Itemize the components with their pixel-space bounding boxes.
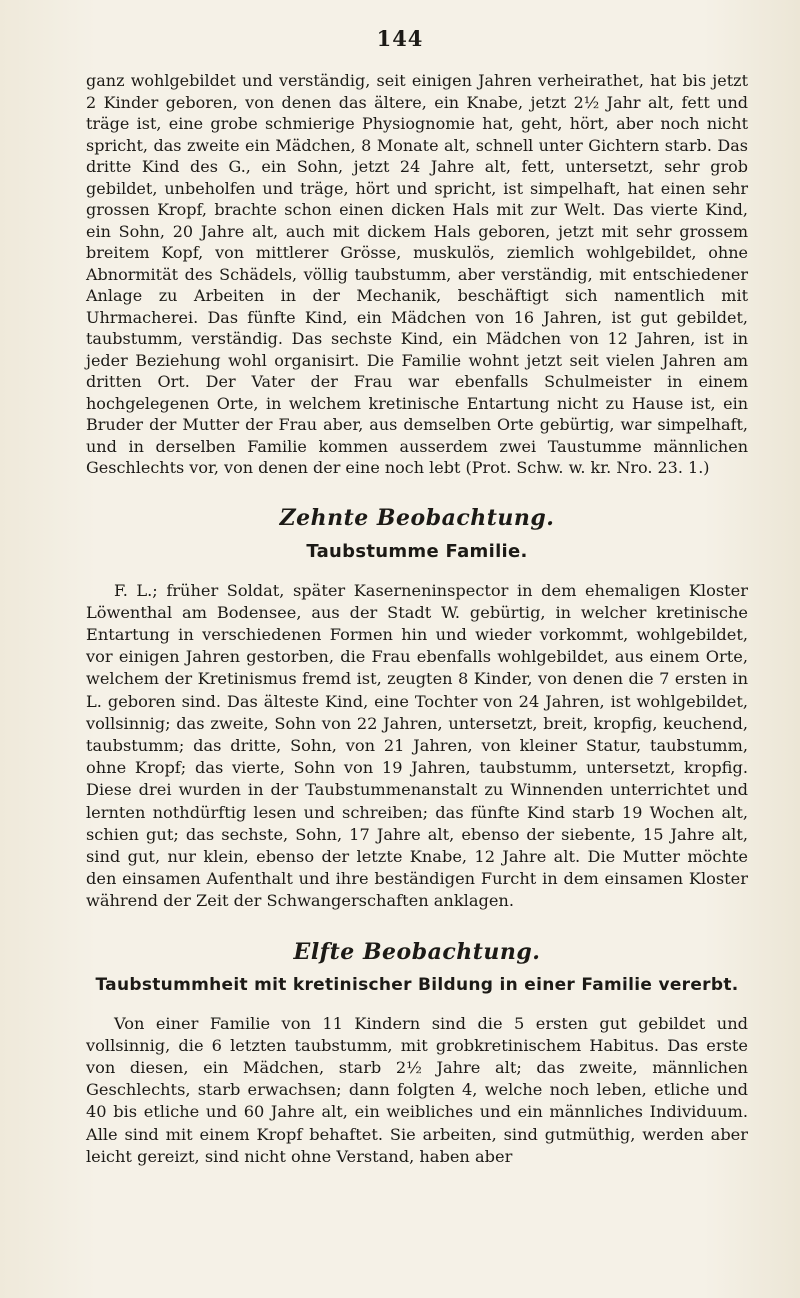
section-title-tenth-observation: Zehnte Beobachtung. bbox=[279, 504, 555, 531]
section-subtitle-deaf-family: Taubstumme Familie. bbox=[306, 540, 528, 562]
page-number: 144 bbox=[376, 26, 424, 51]
section-title-eleventh-observation: Elfte Beobachtung. bbox=[293, 938, 541, 965]
section-subtitle-inherited-deafness: Taubstummheit mit kretinischer Bildung in einer Familie vererbt. bbox=[95, 974, 739, 995]
paragraph-continuation: ganz wohlgebildet und verständig, seit einigen Jahren verheirathet, hat bis jetzt 2 Kinder geboren, von denen das ältere, ein Knabe, jetzt 2½ Jahr alt, fett und träge ist, eine grobe schmierige Physiognomie hat, geht, hört, aber noch nicht spricht, das zweite ein Mädchen, 8 Monate alt, schnell unter Gichtern starb. Das dritte Kind des G., ein Sohn, jetzt 24 Jahre alt, fett, untersetzt, sehr grob gebildet, unbeholfen und träge, hört und spricht, ist simpelhaft, hat einen sehr grossen Kropf, brachte schon einen dicken Hals mit zur Welt. Das vierte Kind, ein Sohn, 20 Jahre alt, auch mit dickem Hals geboren, jetzt mit sehr grossem breitem Kopf, von mittlerer Grösse, muskulös, ziemlich wohlgebildet, ohne Abnormität des Schädels, völlig taubstumm, aber verständig, mit entschiedener Anlage zu Arbeiten in der Mechanik, beschäftigt sich namentlich mit Uhrmacherei. Das fünfte Kind, ein Mädchen von 16 Jahren, ist gut gebildet, taubstumm, verständig. Das sechste Kind, ein Mädchen von 12 Jahren, ist in jeder Beziehung wohl organisirt. Die Familie wohnt jetzt seit vielen Jahren am dritten Ort. Der Vater der Frau war ebenfalls Schulmeister in einem hochgelegenen Orte, in welchem kretinische Entartung nicht zu Hause ist, ein Bruder der Mutter der Frau aber, aus demselben Orte gebürtig, war simpelhaft, und in derselben Familie kommen ausserdem zwei Taustumme männlichen Geschlechts vor, von denen der eine noch lebt (Prot. Schw. w. kr. Nro. 23. 1.) bbox=[86, 71, 748, 477]
paragraph-tenth-observation: F. L.; früher Soldat, später Kaserneninspector in dem ehemaligen Kloster Löwenthal am Bodensee, aus der Stadt W. gebürtig, in welcher kretinische Entartung in verschiedenen Formen hin und wieder vorkommt, wohlgebildet, vor einigen Jahren gestorben, die Frau ebenfalls wohlgebildet, aus einem Orte, welchem der Kretinismus fremd ist, zeugten 8 Kinder, von denen die 7 ersten in L. geboren sind. Das älteste Kind, eine Tochter von 24 Jahren, ist wohlgebildet, vollsinnig; das zweite, Sohn von 22 Jahren, untersetzt, breit, kropfig, keuchend, taubstumm; das dritte, Sohn, von 21 Jahren, von kleiner Statur, taubstumm, ohne Kropf; das vierte, Sohn von 19 Jahren, taubstumm, untersetzt, kropfig. Diese drei wurden in der Taubstummenanstalt zu Winnenden unterrichtet und lernten nothdürftig lesen und schreiben; das fünfte Kind starb 19 Wochen alt, schien gut; das sechste, Sohn, 17 Jahre alt, ebenso der siebente, 15 Jahre alt, sind gut, nur klein, ebenso der letzte Knabe, 12 Jahre alt. Die Mutter möchte den einsamen Aufenthalt und ihre beständigen Furcht in dem einsamen Kloster während der Zeit der Schwangerschaften anklagen. bbox=[86, 580, 748, 911]
paragraph-eleventh-observation: Von einer Familie von 11 Kindern sind die 5 ersten gut gebildet und vollsinnig, die 6 letzten taubstumm, mit grobkretinischem Habitus. Das erste von diesen, ein Mädchen, starb 2½ Jahre alt; das zweite, männlichen Geschlechts, starb erwachsen; dann folgten 4, welche noch leben, etliche und 40 bis etliche und 60 Jahre alt, ein weibliches und ein männliches Individuum. Alle sind mit einem Kropf behaftet. Sie arbeiten, sind gutmüthig, werden aber leicht gereizt, sind nicht ohne Verstand, haben aber bbox=[86, 1013, 748, 1166]
